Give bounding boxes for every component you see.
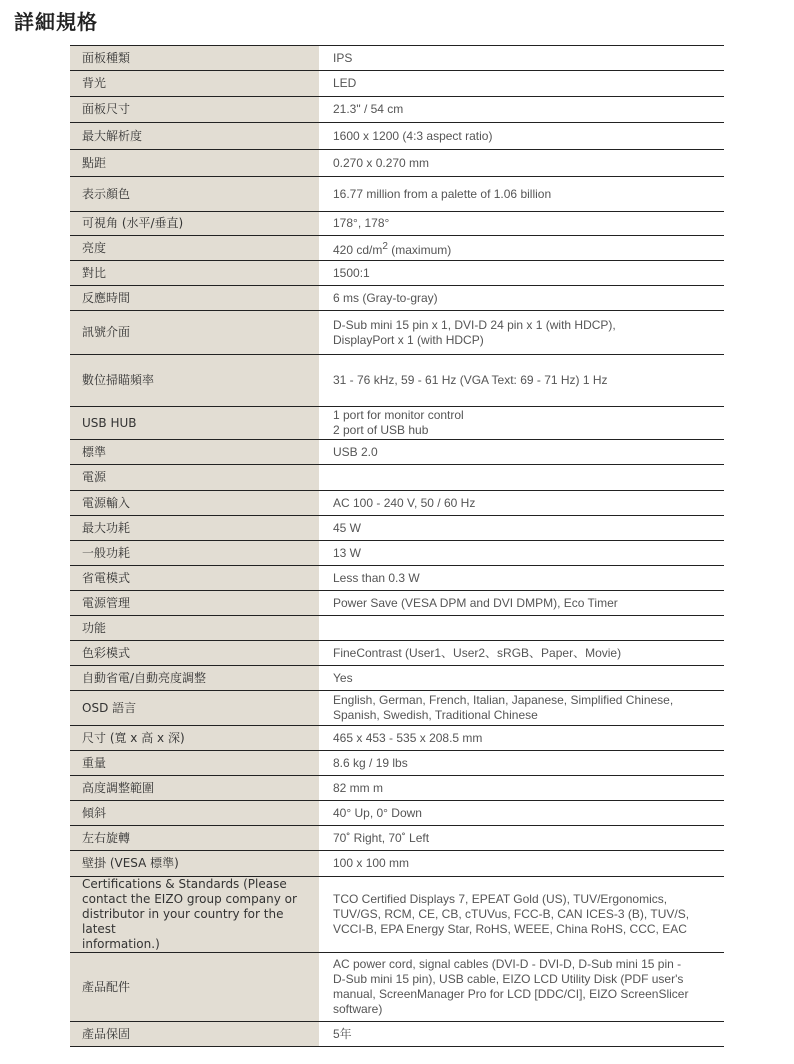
spec-label: 表示顏色 bbox=[70, 177, 319, 212]
spec-value: 13 W bbox=[319, 541, 724, 566]
spec-row-tilt bbox=[70, 801, 724, 826]
spec-value-line: TCO Certified Displays 7, EPEAT Gold (US), TUV/Ergonomics, bbox=[333, 892, 668, 906]
spec-value: 82 mm m bbox=[319, 776, 724, 801]
spec-row-power-save-mode bbox=[70, 566, 724, 591]
spec-row-scanning-frequency bbox=[70, 355, 724, 407]
spec-label-line: Certifications & Standards (Please bbox=[82, 877, 287, 891]
spec-row-vesa-mount bbox=[70, 851, 724, 877]
spec-row-typical-power bbox=[70, 541, 724, 566]
spec-value: USB 2.0 bbox=[319, 440, 724, 465]
spec-value-line: VCCI-B, EPA Energy Star, RoHS, WEEE, China RoHS, CCC, EAC bbox=[333, 922, 687, 936]
spec-value: 1500:1 bbox=[319, 261, 724, 286]
spec-row-height-adjust bbox=[70, 776, 724, 801]
spec-value: 70˚ Right, 70˚ Left bbox=[319, 826, 724, 851]
spec-value-line: 2 port of USB hub bbox=[333, 423, 429, 437]
spec-label: OSD 語言 bbox=[70, 691, 319, 726]
spec-value bbox=[319, 616, 724, 641]
spec-label: 訊號介面 bbox=[70, 311, 319, 355]
spec-value: AC 100 - 240 V, 50 / 60 Hz bbox=[319, 491, 724, 516]
spec-row-accessories bbox=[70, 953, 724, 1022]
spec-value: Yes bbox=[319, 666, 724, 691]
brightness-suffix: (maximum) bbox=[387, 242, 452, 257]
spec-label: 產品保固 bbox=[70, 1022, 319, 1047]
spec-row-max-power bbox=[70, 516, 724, 541]
spec-row-power-input bbox=[70, 491, 724, 516]
spec-label: 一般功耗 bbox=[70, 541, 319, 566]
spec-label: 點距 bbox=[70, 150, 319, 177]
spec-value-line: English, German, French, Italian, Japanese, Simplified Chinese, bbox=[333, 693, 674, 707]
spec-label: 最大功耗 bbox=[70, 516, 319, 541]
brightness-exponent: 2 bbox=[382, 240, 388, 252]
spec-row-contrast bbox=[70, 261, 724, 286]
spec-value: 8.6 kg / 19 lbs bbox=[319, 751, 724, 776]
spec-label: 數位掃瞄頻率 bbox=[70, 355, 319, 407]
spec-row-backlight bbox=[70, 71, 724, 97]
spec-value-line: DisplayPort x 1 (with HDCP) bbox=[333, 332, 484, 347]
page-title: 詳細規格 bbox=[14, 10, 98, 34]
spec-value bbox=[319, 311, 724, 355]
spec-label: 背光 bbox=[70, 71, 319, 97]
spec-row-usb-standard bbox=[70, 440, 724, 465]
spec-label: 高度調整範圍 bbox=[70, 776, 319, 801]
spec-value-line: 1 port for monitor control bbox=[333, 408, 464, 422]
spec-row-input-terminals bbox=[70, 311, 724, 355]
spec-label-line: distributor in your country for the latest bbox=[82, 907, 284, 936]
spec-value: 16.77 million from a palette of 1.06 billion bbox=[319, 177, 724, 212]
spec-label: USB HUB bbox=[70, 407, 319, 440]
spec-value bbox=[319, 691, 724, 726]
spec-value bbox=[319, 236, 724, 261]
spec-value: IPS bbox=[319, 46, 724, 71]
spec-label: 對比 bbox=[70, 261, 319, 286]
spec-label: 尺寸 (寬 x 高 x 深) bbox=[70, 726, 319, 751]
spec-label: 重量 bbox=[70, 751, 319, 776]
spec-label: 亮度 bbox=[70, 236, 319, 261]
spec-label: 傾斜 bbox=[70, 801, 319, 826]
spec-label-line: contact the EIZO group company or bbox=[82, 892, 297, 906]
spec-label: 最大解析度 bbox=[70, 123, 319, 150]
spec-value-line: TUV/GS, RCM, CE, CB, cTUVus, FCC-B, CAN ICES-3 (B), TUV/S, bbox=[333, 907, 690, 921]
spec-value: 178°, 178° bbox=[319, 212, 724, 236]
spec-row-swivel bbox=[70, 826, 724, 851]
spec-value: 0.270 x 0.270 mm bbox=[319, 150, 724, 177]
spec-value-line: Spanish, Swedish, Traditional Chinese bbox=[333, 708, 538, 722]
spec-value: 45 W bbox=[319, 516, 724, 541]
spec-label: 可視角 (水平/垂直) bbox=[70, 212, 319, 236]
spec-row-certifications bbox=[70, 877, 724, 953]
spec-value bbox=[319, 465, 724, 491]
spec-label: 面板尺寸 bbox=[70, 97, 319, 123]
spec-label: 功能 bbox=[70, 616, 319, 641]
spec-row-warranty bbox=[70, 1022, 724, 1047]
spec-value-line: manual, ScreenManager Pro for LCD [DDC/CI], EIZO ScreenSlicer bbox=[333, 987, 689, 1001]
spec-row-power-management bbox=[70, 591, 724, 616]
spec-value bbox=[319, 407, 724, 440]
spec-row-panel-type bbox=[70, 46, 724, 71]
spec-section-features bbox=[70, 616, 724, 641]
spec-label: 色彩模式 bbox=[70, 641, 319, 666]
spec-value bbox=[319, 953, 724, 1022]
spec-value: LED bbox=[319, 71, 724, 97]
spec-value bbox=[319, 877, 724, 953]
spec-table bbox=[70, 45, 724, 1047]
spec-value: Less than 0.3 W bbox=[319, 566, 724, 591]
spec-row-display-colors bbox=[70, 177, 724, 212]
spec-row-panel-size bbox=[70, 97, 724, 123]
spec-row-weight bbox=[70, 751, 724, 776]
spec-row-auto-eco bbox=[70, 666, 724, 691]
spec-value: 40° Up, 0° Down bbox=[319, 801, 724, 826]
spec-value-line: D-Sub mini 15 pin x 1, DVI-D 24 pin x 1 (with HDCP), bbox=[333, 317, 616, 332]
spec-row-viewing-angle bbox=[70, 212, 724, 236]
spec-label: 左右旋轉 bbox=[70, 826, 319, 851]
spec-row-usb-hub bbox=[70, 407, 724, 440]
spec-row-pixel-pitch bbox=[70, 150, 724, 177]
spec-value: FineContrast (User1、User2、sRGB、Paper、Movie) bbox=[319, 641, 724, 666]
spec-value: 465 x 453 - 535 x 208.5 mm bbox=[319, 726, 724, 751]
spec-value-line: AC power cord, signal cables (DVI-D - DVI-D, D-Sub mini 15 pin - bbox=[333, 957, 682, 971]
spec-row-dimensions bbox=[70, 726, 724, 751]
spec-label bbox=[70, 877, 319, 953]
spec-row-max-resolution bbox=[70, 123, 724, 150]
spec-value: 100 x 100 mm bbox=[319, 851, 724, 877]
spec-label: 電源管理 bbox=[70, 591, 319, 616]
spec-value: 21.3" / 54 cm bbox=[319, 97, 724, 123]
spec-label: 電源 bbox=[70, 465, 319, 491]
spec-row-color-modes bbox=[70, 641, 724, 666]
spec-label: 反應時間 bbox=[70, 286, 319, 311]
spec-value: Power Save (VESA DPM and DVI DMPM), Eco Timer bbox=[319, 591, 724, 616]
spec-section-power bbox=[70, 465, 724, 491]
spec-label: 自動省電/自動亮度調整 bbox=[70, 666, 319, 691]
spec-label: 壁掛 (VESA 標準) bbox=[70, 851, 319, 877]
spec-label: 面板種類 bbox=[70, 46, 319, 71]
spec-value: 1600 x 1200 (4:3 aspect ratio) bbox=[319, 123, 724, 150]
spec-row-osd-languages bbox=[70, 691, 724, 726]
spec-row-brightness bbox=[70, 236, 724, 261]
spec-label: 電源輸入 bbox=[70, 491, 319, 516]
spec-value: 6 ms (Gray-to-gray) bbox=[319, 286, 724, 311]
spec-value-line: D-Sub mini 15 pin), USB cable, EIZO LCD Utility Disk (PDF user's bbox=[333, 972, 684, 986]
brightness-value: 420 cd/m bbox=[333, 242, 383, 257]
spec-label: 產品配件 bbox=[70, 953, 319, 1022]
spec-value-line: software) bbox=[333, 1002, 383, 1016]
spec-value: 31 - 76 kHz, 59 - 61 Hz (VGA Text: 69 - 71 Hz) 1 Hz bbox=[319, 355, 724, 407]
spec-label: 標準 bbox=[70, 440, 319, 465]
spec-row-response-time bbox=[70, 286, 724, 311]
spec-label-line: information.) bbox=[82, 937, 160, 951]
spec-value: 5年 bbox=[319, 1022, 724, 1047]
spec-label: 省電模式 bbox=[70, 566, 319, 591]
